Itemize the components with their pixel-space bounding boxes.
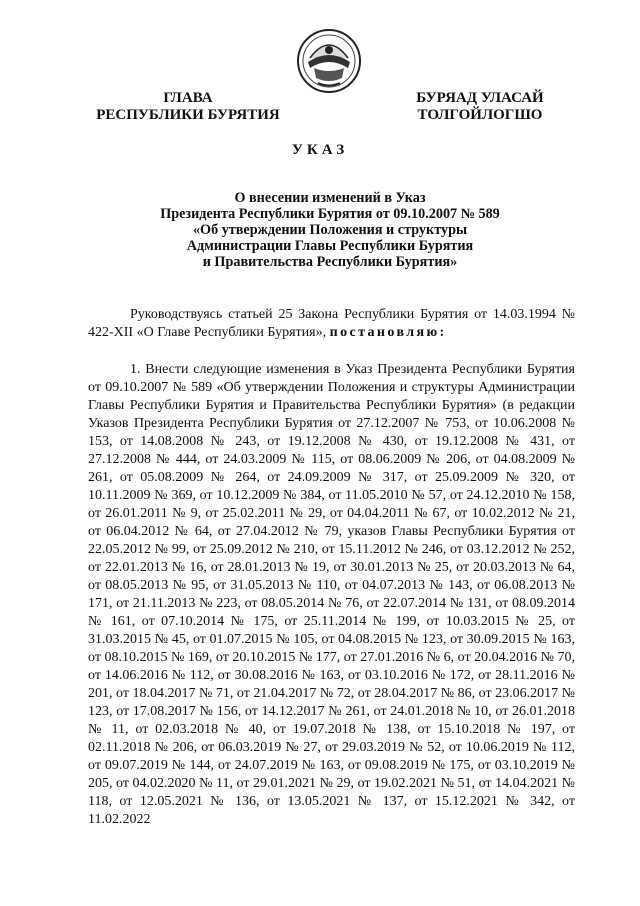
title-line: Администрации Главы Республики Бурятия bbox=[186, 238, 474, 254]
title-line: О внесении изменений в Указ bbox=[234, 190, 426, 206]
title-line: Президента Республики Бурятия от 09.10.2007 № 589 bbox=[160, 206, 500, 222]
title-line: «Об утверждении Положения и структуры bbox=[192, 222, 468, 238]
clause-1-paragraph: 1. Внести следующие изменения в Указ Президента Республики Бурятия от 09.10.2007 № 589 «Об утверждении Положения и структуры Администрации Главы Республики Бурятия и Правительства Республики Бурятия» (в редакции Указов Президента Республики Бурятия от 27.12.2007 № 753, от 10.06.2008 № 153, от 14.08.2008 № 243, от 19.12.2008 № 430, от 19.12.2008 № 431, от 27.12.2008 № 444, от 24.03.2009 № 115, от 08.06.2009 № 206, от 04.08.2009 № 261, от 05.08.2009 № 264, от 24.09.2009 № 317, от 25.09.2009 № 320, от 10.11.2009 № 369, от 10.12.2009 № 384, от 11.05.2010 № 57, от 24.12.2010 № 158, от 26.01.2011 № 9, от 25.02.2011 № 29, от 04.04.2011 № 67, от 10.02.2012 № 21, от 06.04.2012 № 64, от 27.04.2012 № 79, указов Главы Республики Бурятия от 22.05.2012 № 99, от 25.09.2012 № 210, от 15.11.2012 № 246, от 03.12.2012 № 252, от 22.01.2013 № 16, от 28.01.2013 № 19, от 30.01.2013 № 25, от 20.03.2013 № 64, от 08.05.2013 № 95, от 31.05.2013 № 110, от 04.07.2013 № 143, от 06.08.2013 № 171, от 21.11.2013 № 223, от 08.05.2014 № 76, от 22.07.2014 № 131, от 08.09.2014 № 161, от 07.10.2014 № 175, от 25.11.2014 № 199, от 10.03.2015 № 25, от 31.03.2015 № 45, от 01.07.2015 № 105, от 04.08.2015 № 123, от 30.09.2015 № 163, от 08.10.2015 № 169, от 20.10.2015 № 177, от 27.01.2016 № 6, от 20.04.2016 № 70, от 14.06.2016 № 112, от 30.08.2016 № 163, от 03.10.2016 № 172, от 28.11.2016 № 201, от 18.04.2017 № 71, от 21.04.2017 № 72, от 28.04.2017 № 86, от 23.06.2017 № 123, от 17.08.2017 № 156, от 14.12.2017 № 261, от 24.01.2018 № 10, от 26.01.2018 № 11, от 02.03.2018 № 40, от 19.07.2018 № 138, от 15.10.2018 № 197, от 02.11.2018 № 206, от 06.03.2019 № 27, от 29.03.2019 № 52, от 10.06.2019 № 112, от 09.07.2019 № 144, от 24.07.2019 № 163, от 09.08.2019 № 175, от 03.10.2019 № 205, от 04.02.2020 № 11, от 29.01.2021 № 29, от 19.02.2021 № 51, от 14.04.2021 № 118, от 12.05.2021 № 136, от 13.05.2021 № 137, от 15.12.2021 № 342, от 11.02.2022 bbox=[88, 362, 575, 827]
coat-of-arms-icon bbox=[296, 28, 362, 94]
preamble-paragraph bbox=[88, 306, 575, 342]
title-line: и Правительства Республики Бурятия» bbox=[202, 254, 458, 270]
issuer-line-1: БУРЯАД УЛАСАЙ bbox=[416, 90, 544, 106]
document-type: УКАЗ bbox=[291, 142, 349, 158]
decree-keyword: постановляю: bbox=[329, 325, 447, 340]
document-title bbox=[90, 190, 570, 270]
issuer-title-russian bbox=[88, 90, 288, 124]
preamble-text: Руководствуясь статьей 25 Закона Республики Бурятия от 14.03.1994 № 422-XII «О Главе Республики Бурятия», bbox=[88, 307, 575, 340]
issuer-line-2: РЕСПУБЛИКИ БУРЯТИЯ bbox=[96, 107, 280, 123]
issuer-line-1: ГЛАВА bbox=[163, 90, 213, 106]
issuer-line-2: ТОЛГОЙЛОГШО bbox=[417, 107, 543, 123]
issuer-title-buryat bbox=[380, 90, 580, 124]
